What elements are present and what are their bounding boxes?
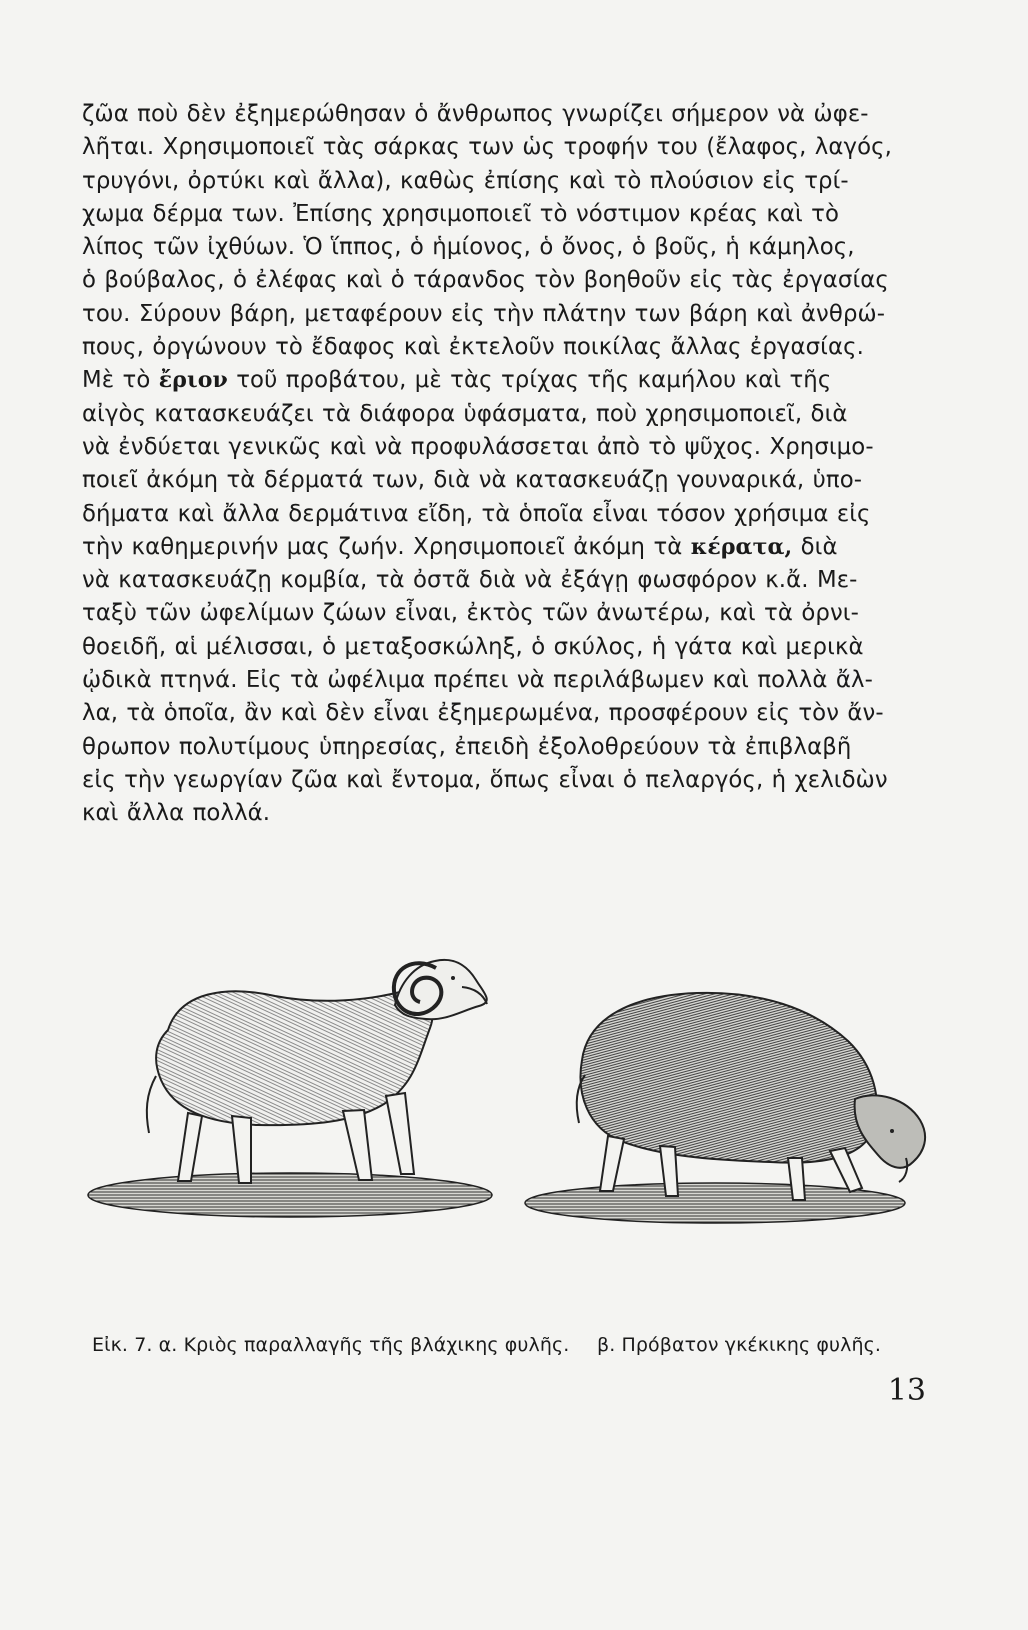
text-line [82, 331, 982, 364]
text-line [82, 364, 982, 397]
ewe-figure [525, 993, 925, 1223]
text-line [82, 231, 982, 264]
text-line [82, 797, 982, 830]
text-run: χωμα δέρμα των. Ἐπίσης χρησιμοποιεῖ τὸ νόστιμον κρέας καὶ τὸ [82, 200, 840, 227]
text-run: ζῶα ποὺ δὲν ἐξημερώθησαν ὁ ἄνθρωπος γνωρίζει σήμερον νὰ ὠφε- [82, 101, 869, 127]
text-line [82, 165, 982, 198]
text-run: του. Σύρουν βάρη, μεταφέρουν εἰς τὴν πλάτην των βάρη καὶ ἀνθρώ- [82, 300, 886, 327]
text-line [82, 264, 982, 297]
text-run: αἰγὸς κατασκευάζει τὰ διάφορα ὑφάσματα, ποὺ χρησιμοποιεῖ, διὰ [82, 400, 848, 427]
text-line [82, 498, 982, 531]
text-run: Μὲ τὸ [82, 367, 159, 394]
text-line [82, 664, 982, 697]
text-line [82, 131, 982, 164]
text-line [82, 731, 982, 764]
text-run: δήματα καὶ ἄλλα δερμάτινα εἴδη, τὰ ὁποῖα εἶναι τόσον χρήσιμα εἰς [82, 500, 871, 527]
text-line [82, 298, 982, 331]
text-run: νὰ κατασκευάζῃ κομβία, τὰ ὀστᾶ διὰ νὰ ἐξάγῃ φωσφόρον κ.ἄ. Με- [82, 567, 858, 594]
text-run: ποιεῖ ἀκόμη τὰ δέρματά των, διὰ νὰ κατασκευάζῃ γουναρικά, ὑπο- [82, 467, 863, 494]
text-line [82, 198, 982, 231]
bold-term: κέρατα, [690, 533, 793, 560]
text-run: καὶ ἄλλα πολλά. [82, 800, 271, 827]
text-run: θρωπον πολυτίμους ὑπηρεσίας, ἐπειδὴ ἐξολοθρεύουν τὰ ἐπιβλαβῆ [82, 733, 852, 760]
text-line [82, 398, 982, 431]
text-line [82, 464, 982, 497]
text-run: λῆται. Χρησιμοποιεῖ τὰς σάρκας των ὡς τροφήν του (ἔλαφος, λαγός, [82, 134, 892, 161]
bold-term: ἔριον [158, 367, 228, 394]
figure-caption-b: β. Πρόβατον γκέκικης φυλῆς. [597, 1334, 882, 1356]
text-line [82, 631, 982, 664]
text-run: ὁ βούβαλος, ὁ ἐλέφας καὶ ὁ τάρανδος τὸν βοηθοῦν εἰς τὰς ἐργασίας [82, 267, 889, 294]
text-line [82, 431, 982, 464]
sheep-illustration [70, 930, 960, 1260]
text-run: λίπος τῶν ἰχθύων. Ὁ ἵππος, ὁ ἡμίονος, ὁ ὄνος, ὁ βοῦς, ἡ κάμηλος, [82, 234, 855, 261]
text-run: λα, τὰ ὁποῖα, ἂν καὶ δὲν εἶναι ἐξημερωμένα, προσφέρουν εἰς τὸν ἄν- [82, 700, 884, 727]
text-line [82, 764, 982, 797]
page-number: 13 [887, 1373, 926, 1408]
text-run: διὰ [792, 533, 838, 560]
figure-caption-a: Εἰκ. 7. α. Κριὸς παραλλαγῆς τῆς βλάχικης φυλῆς. [92, 1334, 570, 1356]
figure-sheep-engravings [70, 930, 960, 1630]
text-run: νὰ ἐνδύεται γενικῶς καὶ νὰ προφυλάσσεται ἀπὸ τὸ ψῦχος. Χρησιμο- [82, 433, 874, 460]
text-run: τοῦ προβάτου, μὲ τὰς τρίχας τῆς καμήλου καὶ τῆς [227, 367, 832, 394]
text-line [82, 98, 982, 131]
text-run: πους, ὀργώνουν τὸ ἔδαφος καὶ ἐκτελοῦν ποικίλας ἄλλας ἐργασίας. [82, 334, 864, 361]
text-run: ᾠδικὰ πτηνά. Εἰς τὰ ὠφέλιμα πρέπει νὰ περιλάβωμεν καὶ πολλὰ ἄλ- [82, 667, 873, 694]
text-run: θοειδῆ, αἱ μέλισσαι, ὁ μεταξοσκώληξ, ὁ σκύλος, ἡ γάτα καὶ μερικὰ [82, 633, 864, 660]
text-run: ταξὺ τῶν ὠφελίμων ζώων εἶναι, ἐκτὸς τῶν ἀνωτέρω, καὶ τὰ ὀρνι- [82, 600, 859, 627]
text-line [82, 597, 982, 630]
body-text [82, 98, 982, 831]
text-line [82, 697, 982, 730]
text-run: εἰς τὴν γεωργίαν ζῶα καὶ ἔντομα, ὅπως εἶναι ὁ πελαργός, ἡ χελιδὼν [82, 766, 888, 793]
text-run: τὴν καθημερινήν μας ζωήν. Χρησιμοποιεῖ ἀκόμη τὰ [82, 533, 691, 560]
text-line [82, 564, 982, 597]
ram-figure [88, 960, 492, 1217]
text-run: τρυγόνι, ὀρτύκι καὶ ἄλλα), καθὼς ἐπίσης καὶ τὸ πλούσιον εἰς τρί- [82, 167, 849, 194]
text-line [82, 531, 982, 564]
